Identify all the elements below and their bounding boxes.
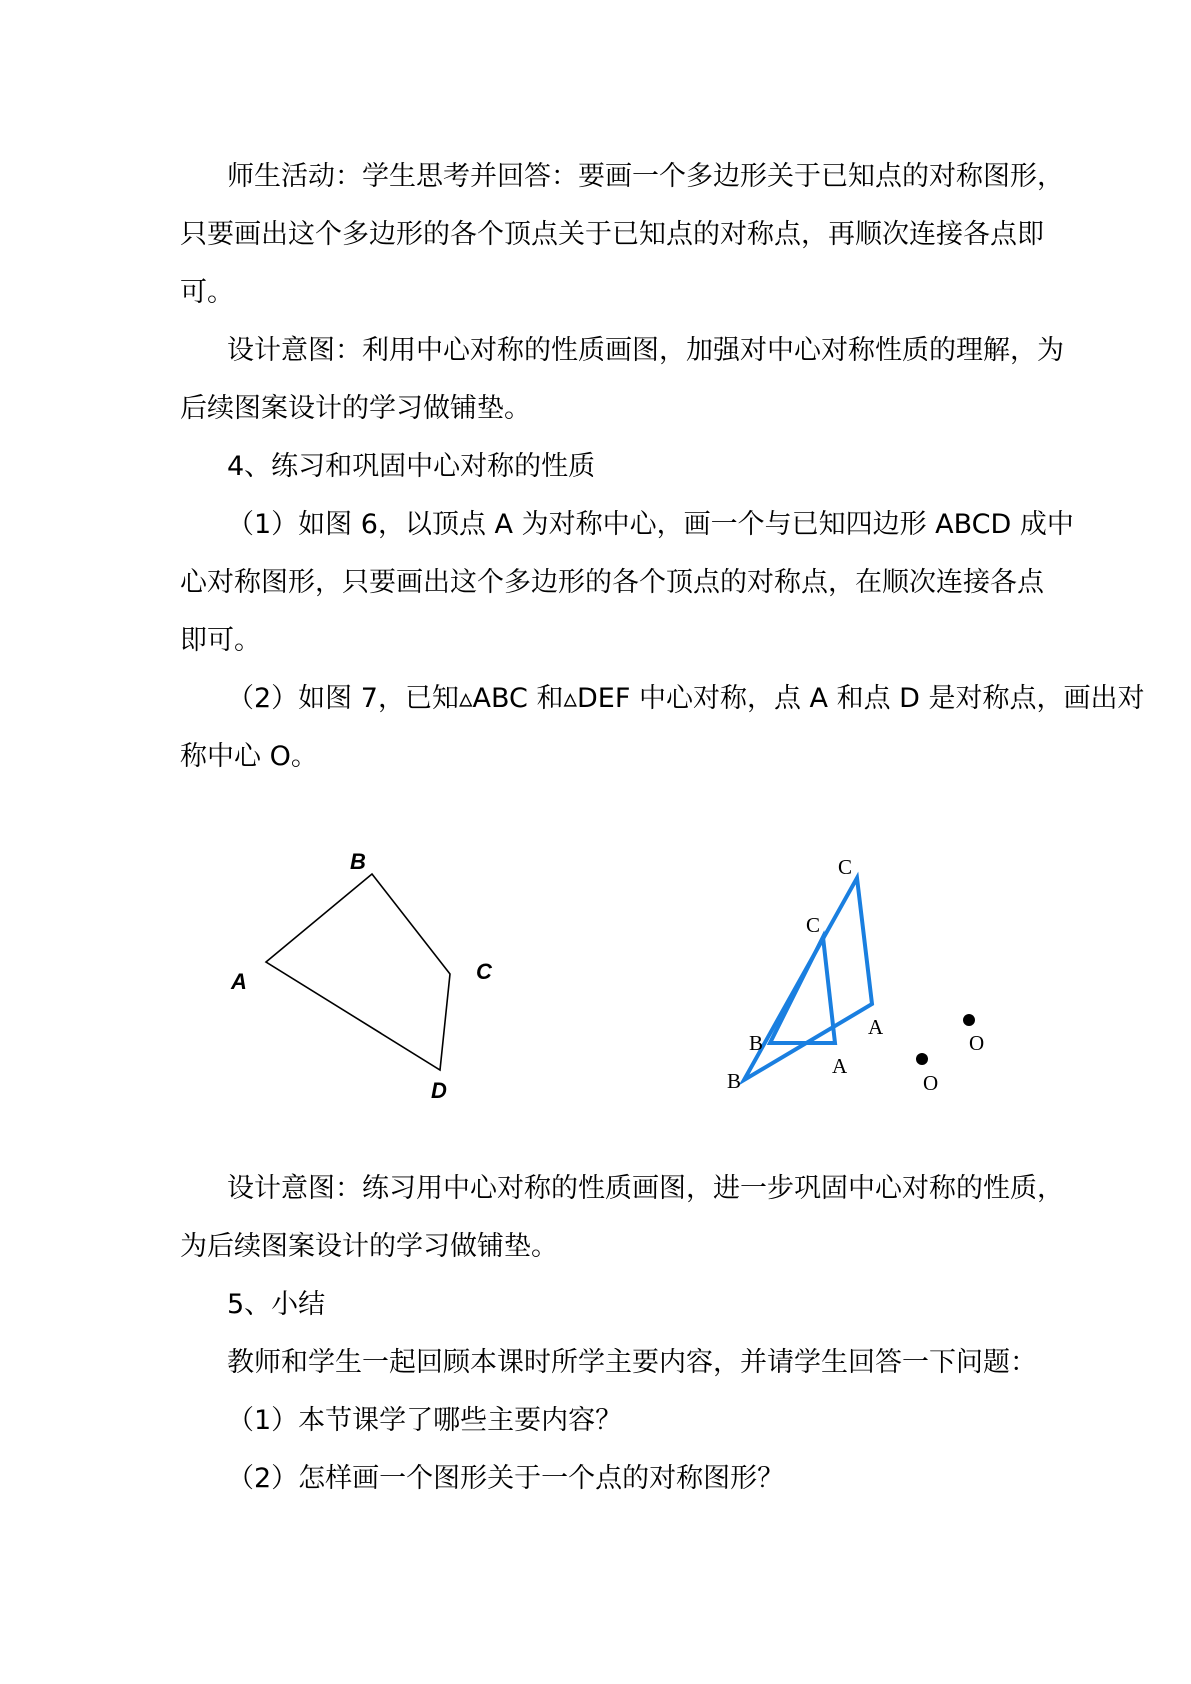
vertex-label-c-outer: C bbox=[838, 855, 853, 879]
text-line: 为后续图案设计的学习做铺垫。 bbox=[180, 1231, 558, 1262]
text-line: 师生活动：学生思考并回答：要画一个多边形关于已知点的对称图形， bbox=[227, 161, 1064, 192]
text-line: 设计意图：练习用中心对称的性质画图，进一步巩固中心对称的性质， bbox=[227, 1173, 1064, 1204]
text-line: 心对称图形，只要画出这个多边形的各个顶点的对称点，在顺次连接各点 bbox=[180, 567, 1044, 598]
text-line: 即可。 bbox=[180, 625, 261, 656]
text-line: 设计意图：利用中心对称的性质画图，加强对中心对称性质的理解，为 bbox=[227, 335, 1064, 366]
text-line: 教师和学生一起回顾本课时所学主要内容，并请学生回答一下问题： bbox=[227, 1347, 1037, 1378]
point-label-o-lower: O bbox=[923, 1071, 939, 1095]
triangle-outer bbox=[744, 878, 872, 1080]
point-label-o-upper: O bbox=[969, 1031, 985, 1055]
vertex-label-d: D bbox=[431, 1078, 447, 1103]
vertex-label-a: A bbox=[231, 969, 247, 994]
point-o-lower bbox=[916, 1053, 928, 1065]
text-line: （1）本节课学了哪些主要内容？ bbox=[227, 1405, 623, 1436]
vertex-label-b: B bbox=[350, 849, 366, 874]
text-line: （2）如图 7，已知▵ABC 和▵DEF 中心对称，点 A 和点 D 是对称点，画出对 bbox=[227, 683, 1145, 714]
vertex-label-c-inner: C bbox=[806, 913, 821, 937]
text-line: 只要画出这个多边形的各个顶点关于已知点的对称点，再顺次连接各点即 bbox=[180, 219, 1044, 250]
vertex-label-c: C bbox=[476, 959, 492, 984]
text-line: 可。 bbox=[180, 277, 234, 308]
text-line: 称中心 O。 bbox=[180, 741, 318, 772]
vertex-label-b-inner: B bbox=[749, 1031, 764, 1055]
vertex-label-a-inner: A bbox=[832, 1054, 848, 1078]
section-heading: 4、练习和巩固中心对称的性质 bbox=[227, 451, 596, 482]
section-heading: 5、小结 bbox=[227, 1289, 326, 1320]
vertex-label-b-outer: B bbox=[727, 1069, 742, 1093]
text-line: 后续图案设计的学习做铺垫。 bbox=[180, 393, 531, 424]
text-line: （2）怎样画一个图形关于一个点的对称图形？ bbox=[227, 1463, 785, 1494]
triangle-inner bbox=[770, 937, 835, 1043]
vertex-label-a-outer: A bbox=[868, 1015, 884, 1039]
text-line: （1）如图 6，以顶点 A 为对称中心，画一个与已知四边形 ABCD 成中 bbox=[227, 509, 1074, 540]
point-o-upper bbox=[963, 1014, 975, 1026]
